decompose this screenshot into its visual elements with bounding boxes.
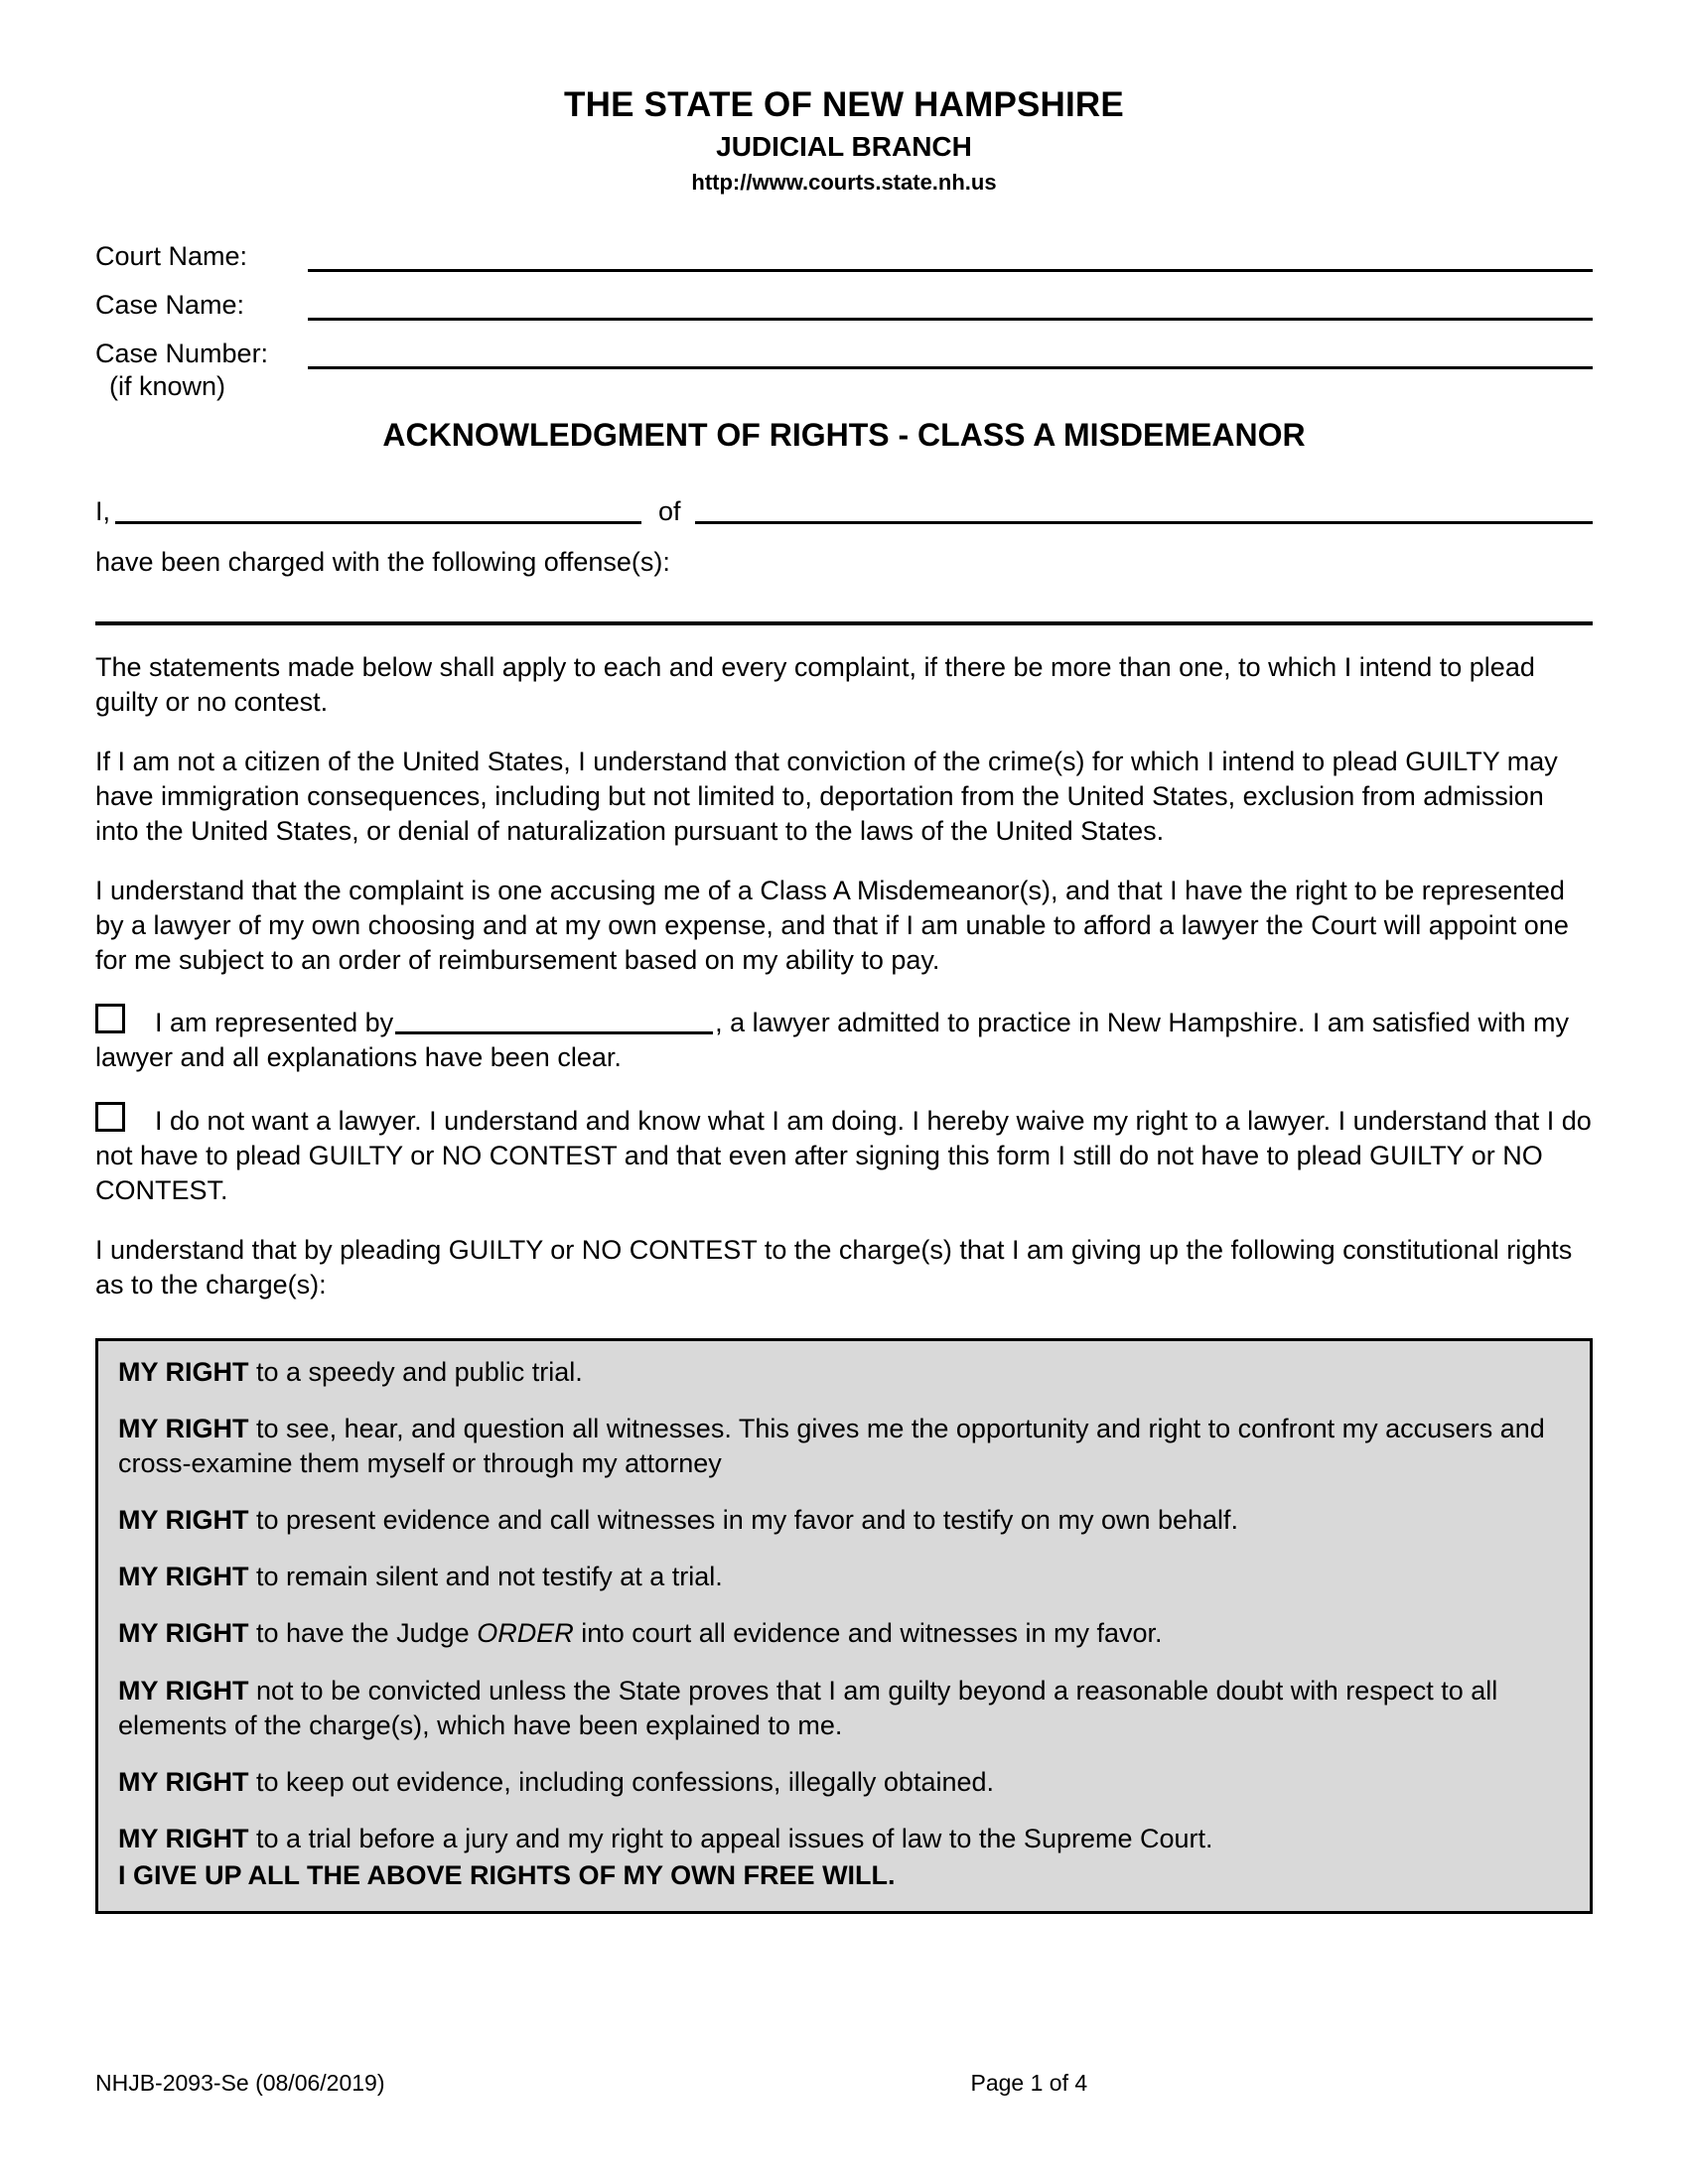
right-item-text: to a speedy and public trial. [248, 1357, 583, 1388]
lawyer-name-input[interactable] [395, 1014, 713, 1034]
case-caption-fields [95, 225, 1593, 402]
right-item-lead: MY RIGHT [118, 1505, 249, 1536]
state-title: THE STATE OF NEW HAMPSHIRE [564, 85, 1124, 124]
court-website-url: http://www.courts.state.nh.us [691, 170, 997, 196]
rights-list [118, 1355, 1570, 1856]
paragraph-immigration-consequences: If I am not a citizen of the United States, I understand that conviction of the crime(s) for which I intend to plead GUILTY may have immigration consequences, including but not limited to, deportation from the United States, exclusion from admission into the United States, or denial of naturalization pursuant to the laws of the United States. [95, 746, 1558, 846]
checkbox-item-waive-lawyer[interactable] [95, 1102, 1593, 1208]
form-code: NHJB-2093-Se (08/06/2019) [95, 2070, 385, 2096]
case-number-row [95, 323, 1593, 371]
page-number: Page 1 of 4 [970, 2070, 1088, 2096]
right-item-text: to have the Judge [248, 1618, 478, 1649]
right-item-emphasis: ORDER [477, 1618, 574, 1649]
page-title: ACKNOWLEDGMENT OF RIGHTS - CLASS A MISDEMEANOR [382, 417, 1306, 454]
court-name-input[interactable] [308, 269, 1593, 272]
document-header [95, 0, 1593, 196]
declarant-of-label: of [658, 496, 681, 527]
case-number-label: Case Number: [95, 339, 269, 369]
case-number-note: (if known) [109, 370, 226, 401]
checkbox-waive-lawyer-text: I do not want a lawyer. I understand and know what I am doing. I hereby waive my right to a lawyer. I understand that I do not have to plead GUILTY or NO CONTEST and that even after signing this form I still do not have to plead GUILTY or NO CONTEST. [95, 1105, 1592, 1205]
right-item-lead: MY RIGHT [118, 1766, 249, 1797]
checkbox-represented-text-before: I am represented by [155, 1008, 394, 1038]
right-item-lead: MY RIGHT [118, 1675, 249, 1706]
paragraph-statements-apply: The statements made below shall apply to each and every complaint, if there be more than one, to which I intend to plead guilty or no contest. [95, 651, 1535, 717]
right-item-lead: MY RIGHT [118, 1357, 249, 1388]
court-name-row [95, 225, 1593, 274]
declarant-row [95, 483, 1593, 527]
right-item [118, 1560, 1570, 1594]
right-item-text: not to be convicted unless the State proves that I am guilty beyond a reasonable doubt with respect to all elements of the charge(s), which have been explained to me. [118, 1675, 1498, 1740]
offense-input[interactable] [95, 621, 1593, 625]
declarant-i-label: I, [95, 496, 111, 527]
right-item-lead: MY RIGHT [118, 1618, 249, 1649]
right-item [118, 1503, 1570, 1538]
checkbox-represented[interactable] [95, 1004, 125, 1033]
right-item-lead: MY RIGHT [118, 1414, 249, 1444]
checkbox-waive-lawyer[interactable] [95, 1102, 125, 1132]
declarant-town-input[interactable] [695, 521, 1593, 524]
case-name-label: Case Name: [95, 290, 245, 321]
court-name-label: Court Name: [95, 241, 248, 272]
case-name-input[interactable] [308, 318, 1593, 321]
rights-final-statement: I GIVE UP ALL THE ABOVE RIGHTS OF MY OWN FREE WILL. [118, 1859, 896, 1890]
right-item-text: to remain silent and not testify at a trial. [248, 1562, 723, 1592]
paragraph-right-to-lawyer: I understand that the complaint is one accusing me of a Class A Misdemeanor(s), and that I have the right to be represented by a lawyer of my own choosing and at my own expense, and that if I am unable to afford a lawyer the Court will appoint one for me subject to an order of reimbursement based on my ability to pay. [95, 876, 1569, 976]
right-item-lead: MY RIGHT [118, 1562, 249, 1592]
page-footer [95, 2070, 1593, 2097]
right-item-text: to a trial before a jury and my right to appeal issues of law to the Supreme Court. [248, 1823, 1213, 1853]
right-item-text: to present evidence and call witnesses in my favor and to testify on my own behalf. [248, 1505, 1239, 1536]
paragraph-rights-intro: I understand that by pleading GUILTY or NO CONTEST to the charge(s) that I am giving up the following constitutional rights as to the charge(s): [95, 1234, 1573, 1299]
checkbox-item-represented[interactable] [95, 1004, 1593, 1075]
right-item-lead: MY RIGHT [118, 1823, 249, 1853]
right-item [118, 1765, 1570, 1800]
case-number-input[interactable] [308, 366, 1593, 369]
right-item [118, 1412, 1570, 1481]
case-name-row [95, 274, 1593, 323]
right-item [118, 1674, 1570, 1743]
constitutional-rights-box [95, 1338, 1593, 1914]
judicial-branch-subtitle: JUDICIAL BRANCH [716, 131, 972, 163]
right-item-text-continued: into court all evidence and witnesses in my favor. [573, 1618, 1163, 1649]
charged-with-line: have been charged with the following offense(s): [95, 547, 670, 578]
right-item [118, 1355, 1570, 1390]
right-item [118, 1616, 1570, 1651]
right-item [118, 1822, 1570, 1856]
right-item-text: to see, hear, and question all witnesses. This gives me the opportunity and right to confront my accusers and cross-examine them myself or through my attorney [118, 1414, 1545, 1479]
right-item-text: to keep out evidence, including confessions, illegally obtained. [248, 1766, 995, 1797]
checkbox-represented-text-after: , a lawyer admitted to practice in New Hampshire. I am satisfied with my lawyer and all explanations have been clear. [95, 1008, 1569, 1073]
declarant-name-input[interactable] [115, 521, 641, 524]
